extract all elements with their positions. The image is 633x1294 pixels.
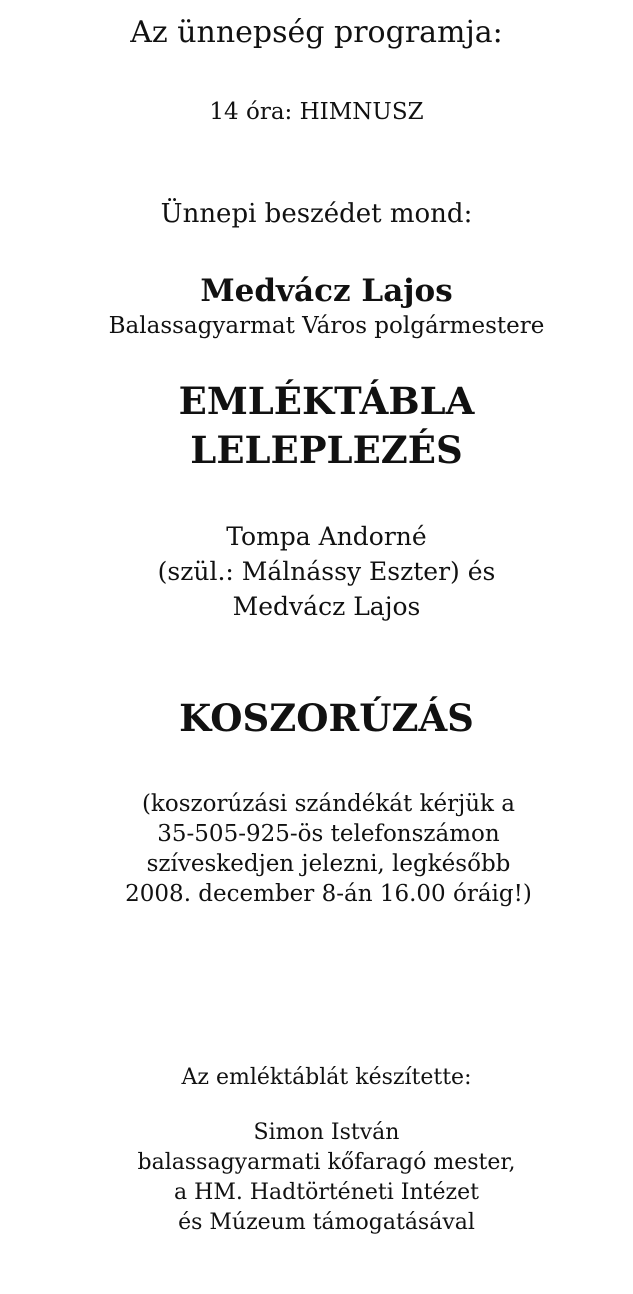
wreath-heading: KOSZORÚZÁS [179,696,474,740]
wreath-note-line-4: 2008. december 8-án 16.00 óráig!) [125,881,532,907]
program-title: Az ünnepség programja: [130,15,503,50]
maker-credit-line-4: és Múzeum támogatásával [178,1210,475,1235]
maker-label: Az emléktáblát készítette: [181,1065,472,1090]
unveiler-line-3: Medvácz Lajos [232,592,421,621]
maker-credit-line-3: a HM. Hadtörténeti Intézet [174,1180,479,1205]
wreath-note-line-1: (koszorúzási szándékát kérjük a [141,791,516,817]
unveiler-line-1: Tompa Andorné [226,522,427,551]
wreath-note-line-3: szíveskedjen jelezni, legkésőbb [146,851,511,877]
unveiling-heading-line-2: LELEPLEZÉS [190,428,463,472]
wreath-note-line-2: 35-505-925-ös telefonszámon [157,821,500,847]
unveiling-heading-line-1: EMLÉKTÁBLA [178,379,475,423]
maker-credit-line-2: balassagyarmati kőfaragó mester, [137,1150,516,1175]
speaker-role: Balassagyarmat Város polgármestere [108,313,545,339]
speech-label: Ünnepi beszédet mond: [160,199,473,229]
maker-credit-line-1: Simon István [253,1120,400,1145]
speaker-name: Medvácz Lajos [200,273,453,309]
unveiler-line-2: (szül.: Málnássy Eszter) és [157,557,496,586]
anthem-time-line: 14 óra: HIMNUSZ [209,99,424,125]
